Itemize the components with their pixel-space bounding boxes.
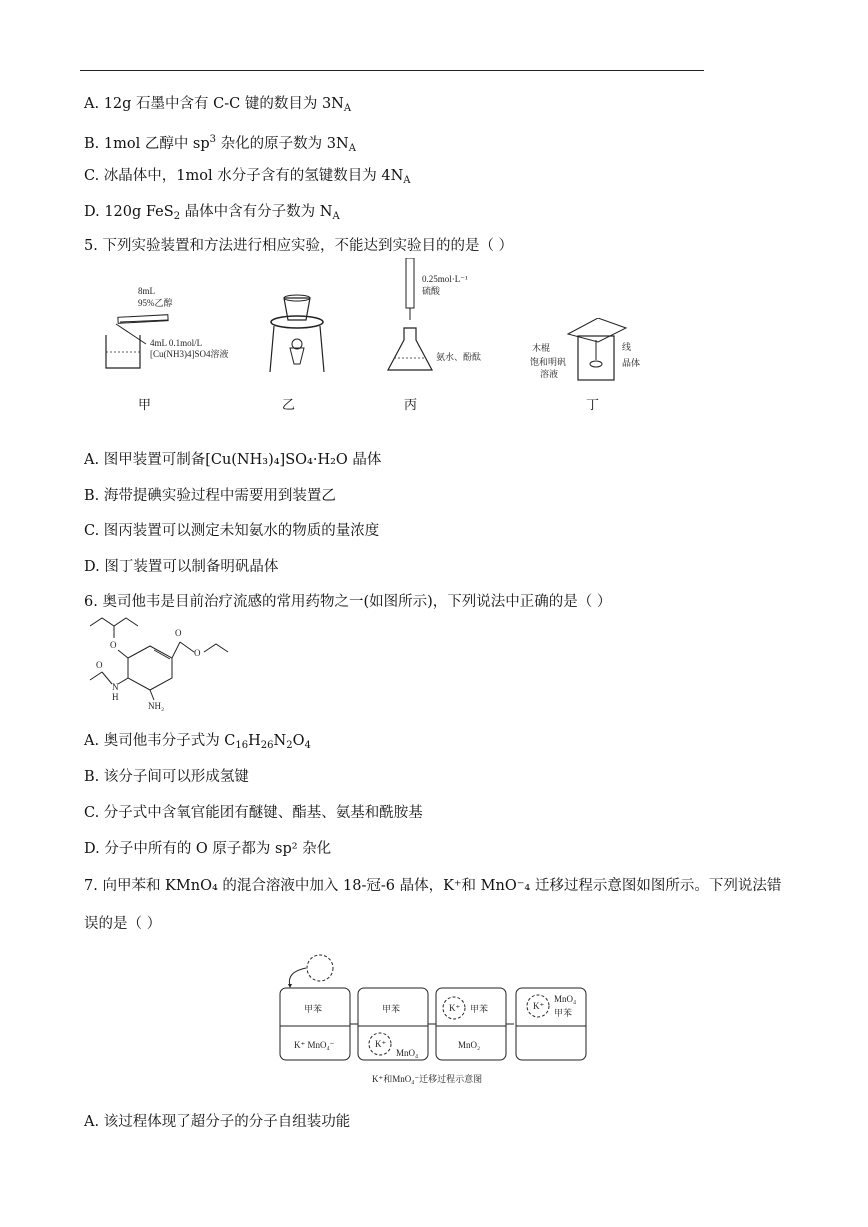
k-mno4-migration-diagram: [276, 950, 592, 1090]
box2-toluene: 甲苯: [382, 1004, 401, 1014]
struct-o-amide: O: [96, 660, 103, 670]
apparatus-bing-diagram: [384, 258, 494, 378]
bing-label-conc: 0.25mol·L⁻¹: [422, 274, 468, 284]
apparatus-yi-diagram: [262, 292, 332, 377]
struct-n: N: [112, 682, 119, 692]
q6-option-c: C. 分子式中含氧官能团有醚键、酯基、氨基和酰胺基: [84, 805, 423, 821]
jia-label-solution: [Cu(NH3)4]SO4溶液: [150, 349, 229, 359]
jia-label-ethanol: 95%乙醇: [138, 298, 173, 308]
box2-k: K⁺: [375, 1039, 387, 1049]
caption-jia: 甲: [138, 398, 152, 413]
diagram-caption: K⁺和MnO₄⁻迁移过程示意图: [372, 1074, 483, 1084]
caption-bing: 丙: [404, 398, 418, 413]
q6-option-d: D. 分子中所有的 O 原子都为 sp² 杂化: [84, 841, 332, 857]
q6-stem: 6. 奥司他韦是目前治疗流感的常用药物之一(如图所示)，下列说法中正确的是（ ）: [84, 594, 612, 610]
apparatus-jia-diagram: [96, 280, 256, 375]
box2-mno4: MnO₄: [396, 1048, 419, 1058]
q6-option-a: A. 奥司他韦分子式为 $C_{16}H_{26}N_2O_4$: [84, 733, 311, 751]
q5-option-d: D. 图丁装置可以制备明矾晶体: [84, 559, 279, 575]
struct-nh2: NH₂: [148, 701, 165, 711]
q7-stem-line2: 误的是（ ）: [84, 916, 162, 932]
header-rule: [80, 70, 704, 71]
q7-stem-line1: 7. 向甲苯和 KMnO₄ 的混合溶液中加入 18-冠-6 晶体，K⁺和 MnO⁻₄ 迁移过程示意图如图所示。下列说法错: [84, 878, 782, 894]
q5-option-b: B. 海带提碘实验过程中需要用到装置乙: [84, 488, 336, 504]
q6-option-b: B. 该分子间可以形成氢键: [84, 769, 249, 785]
caption-ding: 丁: [586, 398, 600, 413]
q4-option-a: A. 12g 石墨中含有 C-C 键的数目为 $3N_A$: [84, 96, 352, 114]
box4-k: K⁺: [533, 1001, 545, 1011]
ding-label-solution2: 溶液: [540, 369, 559, 379]
struct-h: H: [112, 692, 119, 702]
box4-toluene: 甲苯: [554, 1008, 573, 1018]
box3-toluene: 甲苯: [470, 1004, 489, 1014]
box3-k: K⁺: [449, 1003, 461, 1013]
jia-label-8ml: 8mL: [138, 286, 155, 296]
bing-label-acid: 硫酸: [422, 286, 441, 296]
box3-mno2: MnO₂: [458, 1040, 481, 1050]
q4-option-c: C. 冰晶体中，1mol 水分子含有的氢键数目为 $4N_A$: [84, 168, 411, 186]
caption-yi: 乙: [282, 398, 296, 413]
ding-label-thread: 线: [622, 342, 632, 352]
q4-option-b: B. 1mol 乙醇中 $sp^3$ 杂化的原子数为 $3N_A$: [84, 134, 356, 154]
bing-label-flask: 氨水、酚酞: [436, 352, 482, 362]
q5-option-a: A. 图甲装置可制备[Cu(NH₃)₄]SO₄·H₂O 晶体: [84, 452, 382, 468]
struct-o-ester: O: [194, 648, 201, 658]
struct-o-carbonyl: O: [175, 628, 182, 638]
box1-toluene: 甲苯: [304, 1004, 323, 1014]
q5-option-c: C. 图丙装置可以测定未知氨水的物质的量浓度: [84, 523, 380, 539]
struct-o-ether: O: [110, 640, 117, 650]
box1-ions: K⁺ MnO₄⁻: [294, 1040, 335, 1050]
box4-mno4: MnO₄: [554, 994, 577, 1004]
apparatus-ding-diagram: [528, 318, 658, 386]
q4-option-d: D. 120g FeS$_2$ 晶体中含有分子数为 $N_A$: [84, 204, 340, 222]
oseltamivir-structure: [84, 612, 254, 712]
q7-option-a: A. 该过程体现了超分子的分子自组装功能: [84, 1114, 351, 1130]
ding-label-crystal: 晶体: [622, 358, 641, 368]
q5-stem: 5. 下列实验装置和方法进行相应实验，不能达到实验目的的是（ ）: [84, 238, 514, 254]
ding-label-solution1: 饱和明矾: [530, 357, 567, 367]
jia-label-conc: 4mL 0.1mol/L: [150, 338, 203, 348]
ding-label-stick: 木棍: [532, 343, 551, 353]
